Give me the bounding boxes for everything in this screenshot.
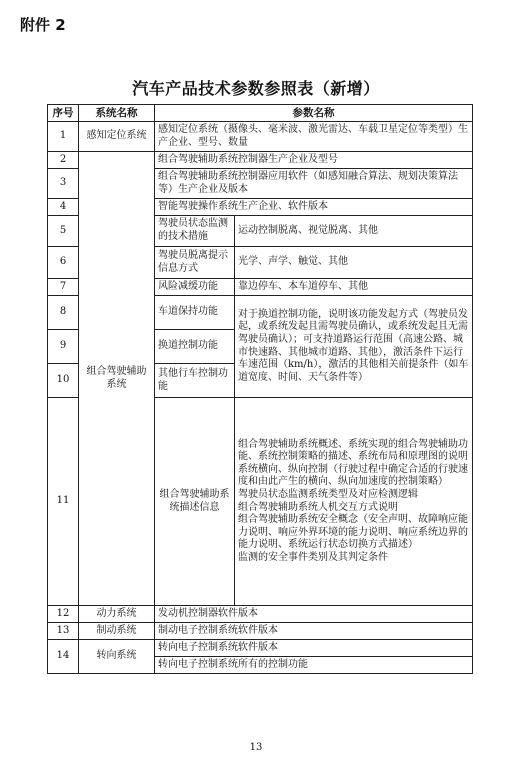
- param-cell: 感知定位系统（摄像头、毫米波、激光雷达、车载卫星定位等类型）生产企业、型号、数量: [155, 122, 473, 152]
- system-name: 制动系统: [79, 623, 155, 640]
- param-cell: 发动机控制器软件版本: [155, 606, 473, 623]
- system-name-group: 组合驾驶辅助系统: [79, 152, 155, 606]
- param-line: 系统横向、纵向控制（行驶过程中确定合适的行驶速度和由此产生的横向、纵向加速度的控制策略）: [238, 463, 468, 488]
- header-params: 参数名称: [155, 105, 473, 122]
- page-title: 汽车产品技术参数参照表（新增）: [132, 79, 380, 98]
- row-no: 3: [48, 169, 79, 199]
- header-system: 系统名称: [79, 105, 155, 122]
- param-cell: 对于换道控制功能，说明该功能发起方式（驾驶员发起，或系统发起且需驾驶员确认，或系统发起且无需驾驶员确认）；可支持道路运行范围（高速公路、城市快速路、其他城市道路、其他），激活条件下运行车速范围（km/h），激活的其他相关前提条件（如车道宽度、时间、天气条件等）: [235, 296, 473, 398]
- row-no: 6: [48, 247, 79, 279]
- sub-item: 组合驾驶辅助系统描述信息: [155, 398, 235, 606]
- row-no: 2: [48, 152, 79, 169]
- table-row: [48, 122, 473, 152]
- table-header-row: [48, 105, 473, 122]
- table-row: [48, 606, 473, 623]
- sub-item: 驾驶员脱离提示信息方式: [155, 247, 235, 279]
- row-no: 13: [48, 623, 79, 640]
- param-line: 组合驾驶辅助系统安全概念（安全声明、故障响应能力说明、响应外界环境的能力说明、响应系统边界的能力说明、系统运行状态切换方式描述）: [238, 514, 468, 551]
- param-cell: 制动电子控制系统软件版本: [155, 623, 473, 640]
- param-cell: 运动控制脱离、视觉脱离、其他: [235, 216, 473, 247]
- row-no: 5: [48, 216, 79, 247]
- system-name: 转向系统: [79, 640, 155, 674]
- param-line: 组合驾驶辅助系统概述、系统实现的组合驾驶辅助功能、系统控制策略的描述、系统布局和原理图的说明: [238, 438, 468, 463]
- sub-item: 驾驶员状态监测的技术措施: [155, 216, 235, 247]
- param-cell: 靠边停车、本车道停车、其他: [235, 279, 473, 296]
- header-no: 序号: [48, 105, 79, 122]
- table-row: [48, 623, 473, 640]
- page-number: 13: [249, 742, 263, 753]
- row-no: 14: [48, 640, 79, 674]
- row-no: 9: [48, 330, 79, 364]
- row-no: 1: [48, 122, 79, 152]
- table-row: [48, 640, 473, 657]
- row-no: 4: [48, 199, 79, 216]
- system-name: 动力系统: [79, 606, 155, 623]
- row-no: 7: [48, 279, 79, 296]
- param-cell: 转向电子控制系统所有的控制功能: [155, 657, 473, 674]
- row-no: 12: [48, 606, 79, 623]
- row-no: 10: [48, 364, 79, 398]
- sub-item: 车道保持功能: [155, 296, 235, 330]
- row-no: 8: [48, 296, 79, 330]
- param-line: 驾驶员状态监测系统类型及对应检测逻辑: [238, 488, 418, 500]
- table-row: [48, 152, 473, 169]
- sub-item: 风险减缓功能: [155, 279, 235, 296]
- param-line: 监测的安全事件类别及其判定条件: [238, 551, 388, 563]
- annex-label: 附件 2: [20, 16, 66, 34]
- sub-item: 其他行车控制功能: [155, 364, 235, 398]
- param-cell: 组合驾驶辅助系统控制器应用软件（如感知融合算法、规划决策算法等）生产企业及版本: [155, 169, 473, 199]
- sub-item: 换道控制功能: [155, 330, 235, 364]
- parameter-table: [47, 104, 473, 674]
- row-no: 11: [48, 398, 79, 606]
- system-name: 感知定位系统: [79, 122, 155, 152]
- param-cell: 智能驾驶操作系统生产企业、软件版本: [155, 199, 473, 216]
- param-cell: 转向电子控制系统软件版本: [155, 640, 473, 657]
- param-cell: 光学、声学、触觉、其他: [235, 247, 473, 279]
- param-cell-multiline: [235, 398, 473, 606]
- param-line: 组合驾驶辅助系统人机交互方式说明: [238, 501, 398, 513]
- param-cell: 组合驾驶辅助系统控制器生产企业及型号: [155, 152, 473, 169]
